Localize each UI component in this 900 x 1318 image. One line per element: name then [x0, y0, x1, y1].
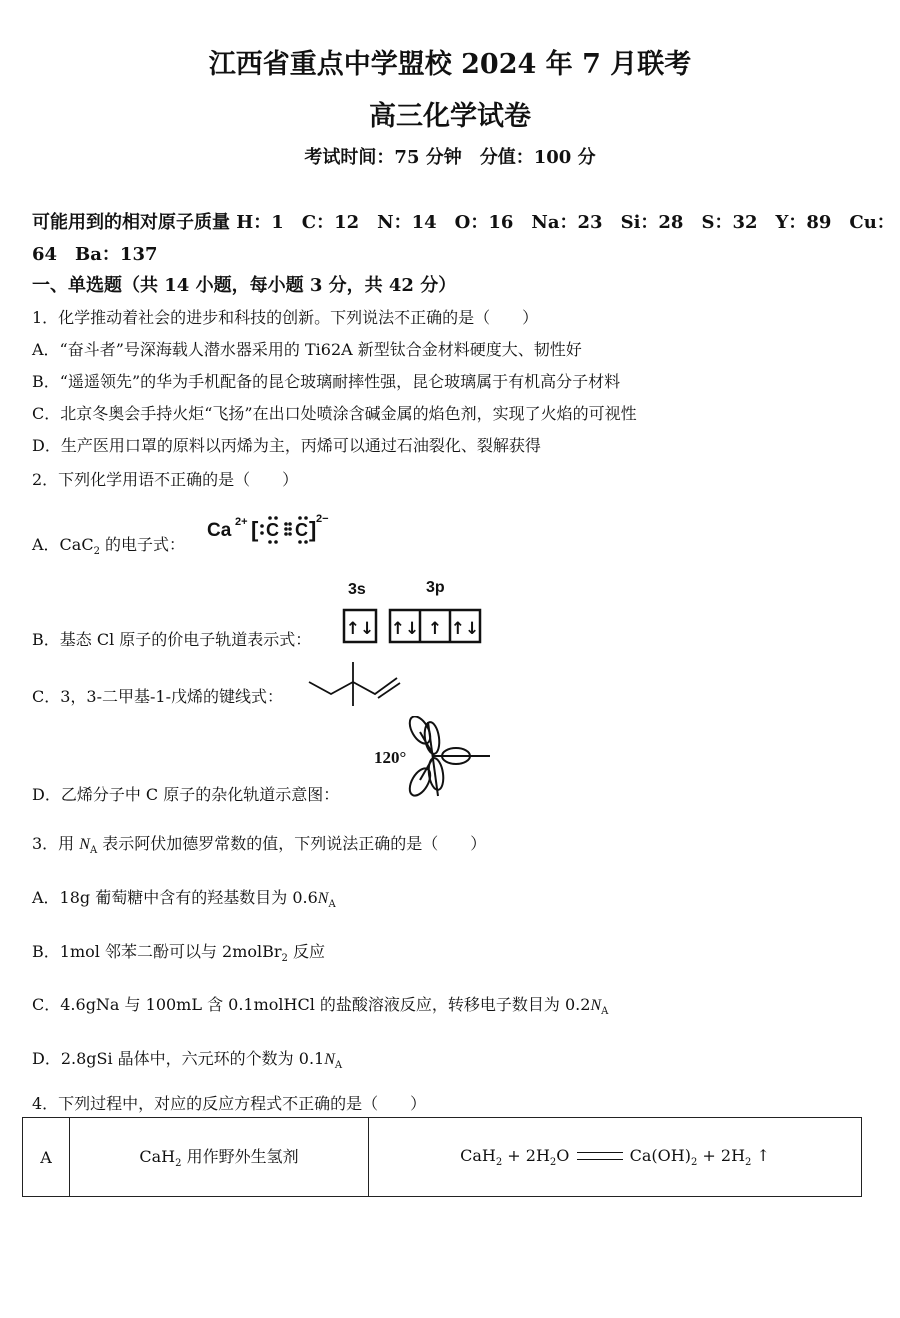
label-3s: 3s	[348, 581, 366, 598]
cl-orbital-diagram	[340, 574, 485, 646]
exam-info: 考试时间：75 分钟 分值：100 分	[304, 147, 596, 168]
carbon-1: C	[266, 520, 279, 540]
orbital-3p-2: ↑	[427, 619, 443, 639]
sp2-orbital-diagram	[372, 716, 497, 802]
svg-text:]: ]	[309, 517, 317, 542]
q2-option-c: C．3，3-二甲基-1-戊烯的键线式：	[32, 687, 284, 706]
orbital-3p-3: ↑↓	[450, 619, 480, 639]
exam-title: 江西省重点中学盟校 2024 年 7 月联考	[208, 49, 692, 80]
section-heading: 一、单选题（共 14 小题，每小题 3 分，共 42 分）	[32, 275, 457, 296]
q1-option-d: D．生产医用口罩的原料以丙烯为主，丙烯可以通过石油裂化、裂解获得	[32, 436, 541, 455]
exam-subtitle: 高三化学试卷	[369, 101, 531, 132]
atomic-masses-line-2: 64 Ba：137	[32, 244, 158, 265]
ca-charge: 2+	[235, 516, 248, 528]
q3-option-a: A．18g 葡萄糖中含有的羟基数目为 $0.6N_A$	[32, 888, 336, 911]
q2-option-b: B．基态 Cl 原子的价电子轨道表示式：	[32, 630, 312, 649]
process-cell: CaH$_2$ 用作野外生氢剂	[70, 1118, 369, 1197]
q1-stem: 1．化学推动着社会的进步和科技的创新。下列说法不正确的是（ ）	[32, 308, 539, 327]
q3-option-d: D．2.8gSi 晶体中，六元环的个数为 $0.1N_A$	[32, 1049, 343, 1072]
ca-symbol: Ca	[207, 520, 232, 541]
q2-option-d: D．乙烯分子中 C 原子的杂化轨道示意图：	[32, 785, 340, 804]
label-3p: 3p	[426, 579, 445, 596]
q4-table	[22, 1117, 862, 1197]
q1-option-a: A．“奋斗者”号深海载人潜水器采用的 Ti62A 新型钛合金材料硬度大、韧性好	[32, 340, 582, 359]
skeletal-formula	[305, 656, 405, 714]
equals-sign	[577, 1152, 623, 1160]
carbon-2: C	[295, 520, 308, 540]
equation-cell: $CaH_2 + 2H_2O$ $Ca(OH)_2 + 2H_2$ ↑	[369, 1118, 862, 1197]
table-row	[23, 1118, 862, 1197]
q3-option-b: B．1mol 邻苯二酚可以与 2molBr$_2$ 反应	[32, 942, 326, 965]
q1-option-c: C．北京冬奥会手持火炬“飞扬”在出口处喷涂含碱金属的焰色剂，实现了火焰的可视性	[32, 404, 637, 423]
svg-text:[: [	[251, 517, 259, 542]
q1-option-b: B．“遥遥领先”的华为手机配备的昆仑玻璃耐摔性强，昆仑玻璃属于有机高分子材料	[32, 372, 621, 391]
row-label: A	[23, 1118, 70, 1197]
cac2-electron-formula	[205, 508, 335, 548]
atomic-masses-line-1: 可能用到的相对原子质量 H：1 C：12 N：14 O：16 Na：23 Si：28 S：32 Y：89 Cu：	[32, 212, 895, 233]
q4-stem: 4．下列过程中，对应的反应方程式不正确的是（ ）	[32, 1094, 427, 1113]
q2-stem: 2．下列化学用语不正确的是（ ）	[32, 470, 299, 489]
orbital-3s: ↑↓	[345, 619, 375, 639]
q3-option-c: C．4.6gNa 与 100mL 含 0.1molHCl 的盐酸溶液反应，转移电子数目为 $0.2N_A$	[32, 995, 609, 1018]
q2-option-a: A．CaC$_2$ 的电子式：	[32, 535, 186, 558]
orbital-3p-1: ↑↓	[390, 619, 420, 639]
carbide-charge: 2−	[316, 513, 329, 525]
q3-stem: 3．用 $N_A$ 表示阿伏加德罗常数的值，下列说法正确的是（ ）	[32, 834, 487, 857]
angle-label: 120°	[374, 748, 407, 767]
